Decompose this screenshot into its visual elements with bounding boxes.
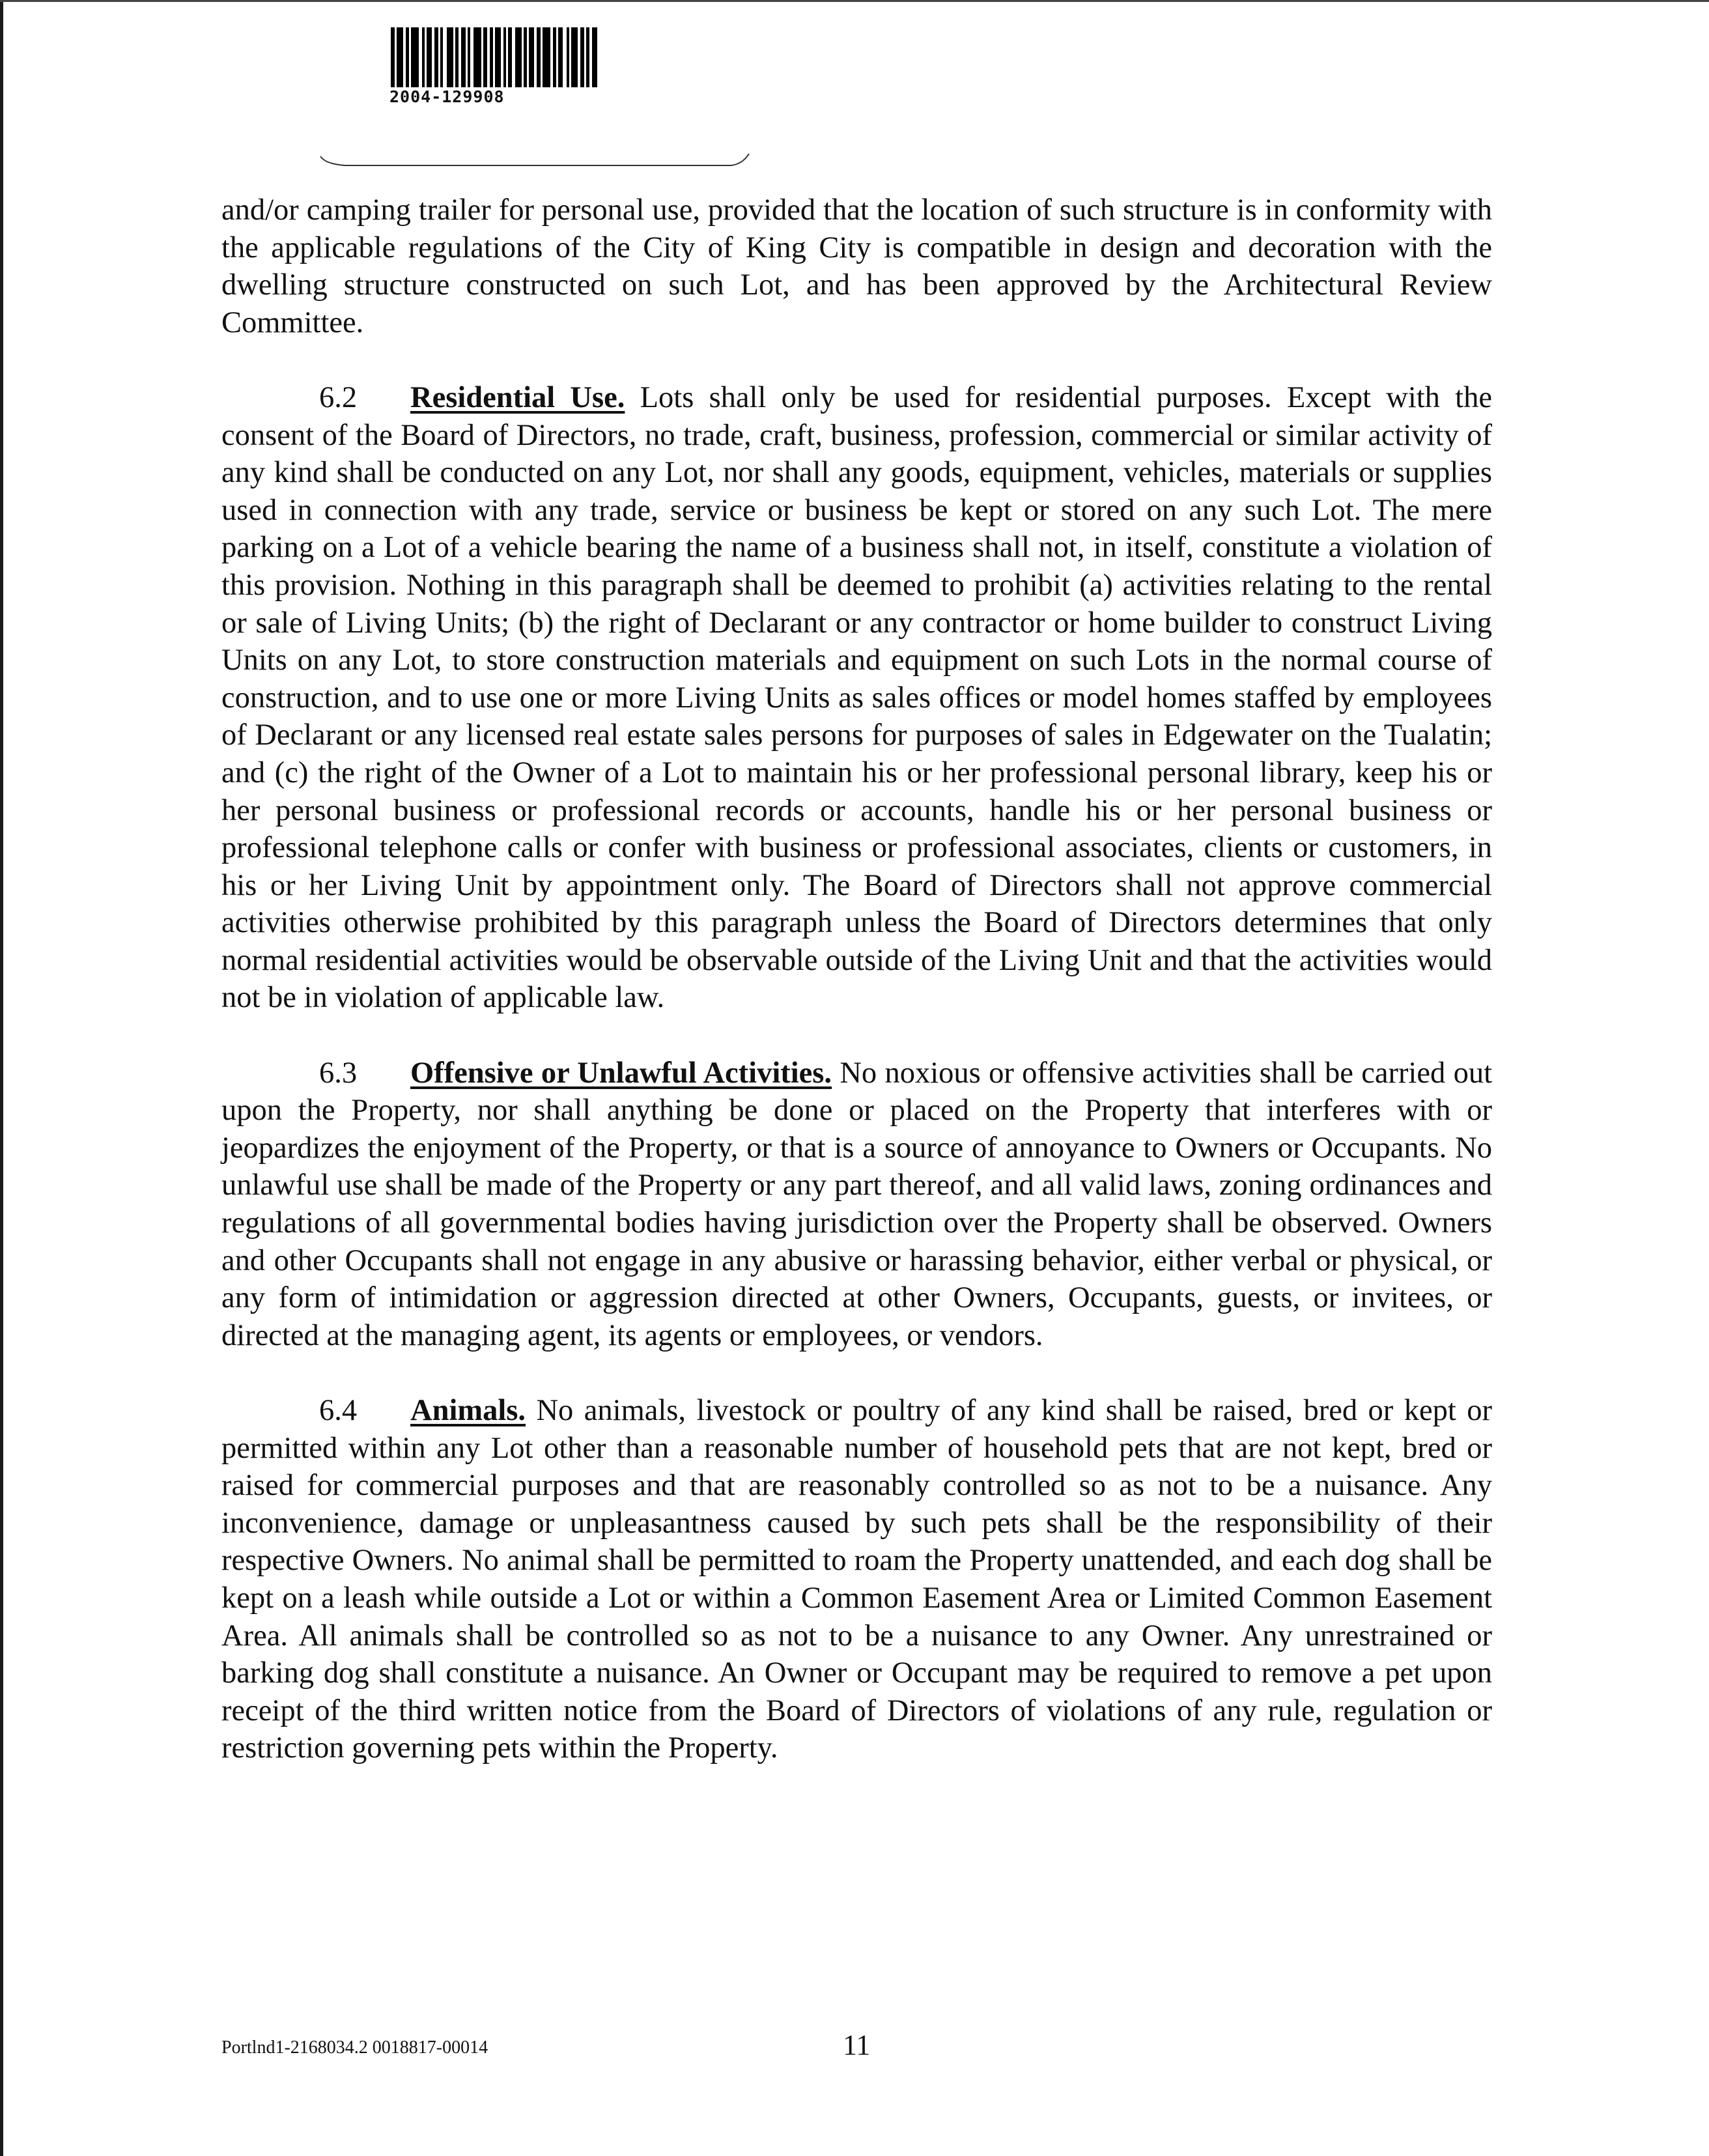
section-number: 6.3: [319, 1056, 358, 1090]
section-6-4: [221, 1392, 1492, 1767]
paragraph-text: and/or camping trailer for personal use, provided that the location of such structure is in conformity with the applicable regulations of the City of King City is compatible in design and decoration with the dwelling structure constructed on such Lot, and has been approved by the Architectural Review Committee.: [221, 193, 1492, 339]
footer-document-id: Portlnd1-2168034.2 0018817-00014: [221, 2037, 488, 2058]
paragraph-continuation: [221, 191, 1492, 341]
document-body: [221, 191, 1492, 1767]
scan-edge-left: [0, 0, 3, 2156]
section-text: No noxious or offensive activities shall be carried out upon the Property, nor shall anything be done or placed on the Property that interferes with or jeopardizes the enjoyment of the Property, or that is a source of annoyance to Owners or Occupants. No unlawful use shall be made of the Property or any part thereof, and all valid laws, zoning ordinances and regulations of all governmental bodies having jurisdiction over the Property shall be observed. Owners and other Occupants shall not engage in any abusive or harassing behavior, either verbal or physical, or any form of intimidation or aggression directed at other Owners, Occupants, guests, or invitees, or directed at the managing agent, its agents or employees, or vendors.: [221, 1056, 1492, 1352]
scan-curve-line: [0, 0, 1709, 195]
page-number: 11: [843, 2029, 871, 2061]
section-6-3: [221, 1055, 1492, 1355]
section-number: 6.2: [319, 380, 358, 414]
barcode-number: 2004-129908: [389, 87, 505, 106]
section-6-2: [221, 379, 1492, 1017]
section-heading: Offensive or Unlawful Activities.: [410, 1056, 832, 1090]
section-number: 6.4: [319, 1394, 358, 1427]
section-text: Lots shall only be used for residential purposes. Except with the consent of the Board of Directors, no trade, craft, business, profession, commercial or similar activity of any kind shall be conducted on any Lot, nor shall any goods, equipment, vehicles, materials or supplies used in connection with any trade, service or business be kept or stored on any such Lot. The mere parking on a Lot of a vehicle bearing the name of a business shall not, in itself, constitute a violation of this provision. Nothing in this paragraph shall be deemed to prohibit (a) activities relating to the rental or sale of Living Units; (b) the right of Declarant or any contractor or home builder to construct Living Units on any Lot, to store construction materials and equipment on such Lots in the normal course of construction, and to use one or more Living Units as sales offices or model homes staffed by employees of Declarant or any licensed real estate sales persons for purposes of sales in Edgewater on the Tualatin; and (c) the right of the Owner of a Lot to maintain his or her professional personal library, keep his or her personal business or professional records or accounts, handle his or her personal business or professional telephone calls or confer with business or professional associates, clients or customers, in his or her Living Unit by appointment only. The Board of Directors shall not approve commercial activities otherwise prohibited by this paragraph unless the Board of Directors determines that only normal residential activities would be observable outside of the Living Unit and that the activities would not be in violation of applicable law.: [221, 380, 1492, 1015]
section-heading: Residential Use.: [410, 380, 625, 414]
section-heading: Animals.: [410, 1394, 526, 1427]
section-text: No animals, livestock or poultry of any kind shall be raised, bred or kept or permitted within any Lot other than a reasonable number of household pets that are not kept, bred or raised for commercial purposes and that are reasonably controlled so as not to be a nuisance. Any inconvenience, damage or unpleasantness caused by such pets shall be the responsibility of their respective Owners. No animal shall be permitted to roam the Property unattended, and each dog shall be kept on a leash while outside a Lot or within a Common Easement Area or Limited Common Easement Area. All animals shall be controlled so as not to be a nuisance to any Owner. Any unrestrained or barking dog shall constitute a nuisance. An Owner or Occupant may be required to remove a pet upon receipt of the third written notice from the Board of Directors of violations of any rule, regulation or restriction governing pets within the Property.: [221, 1394, 1493, 1765]
